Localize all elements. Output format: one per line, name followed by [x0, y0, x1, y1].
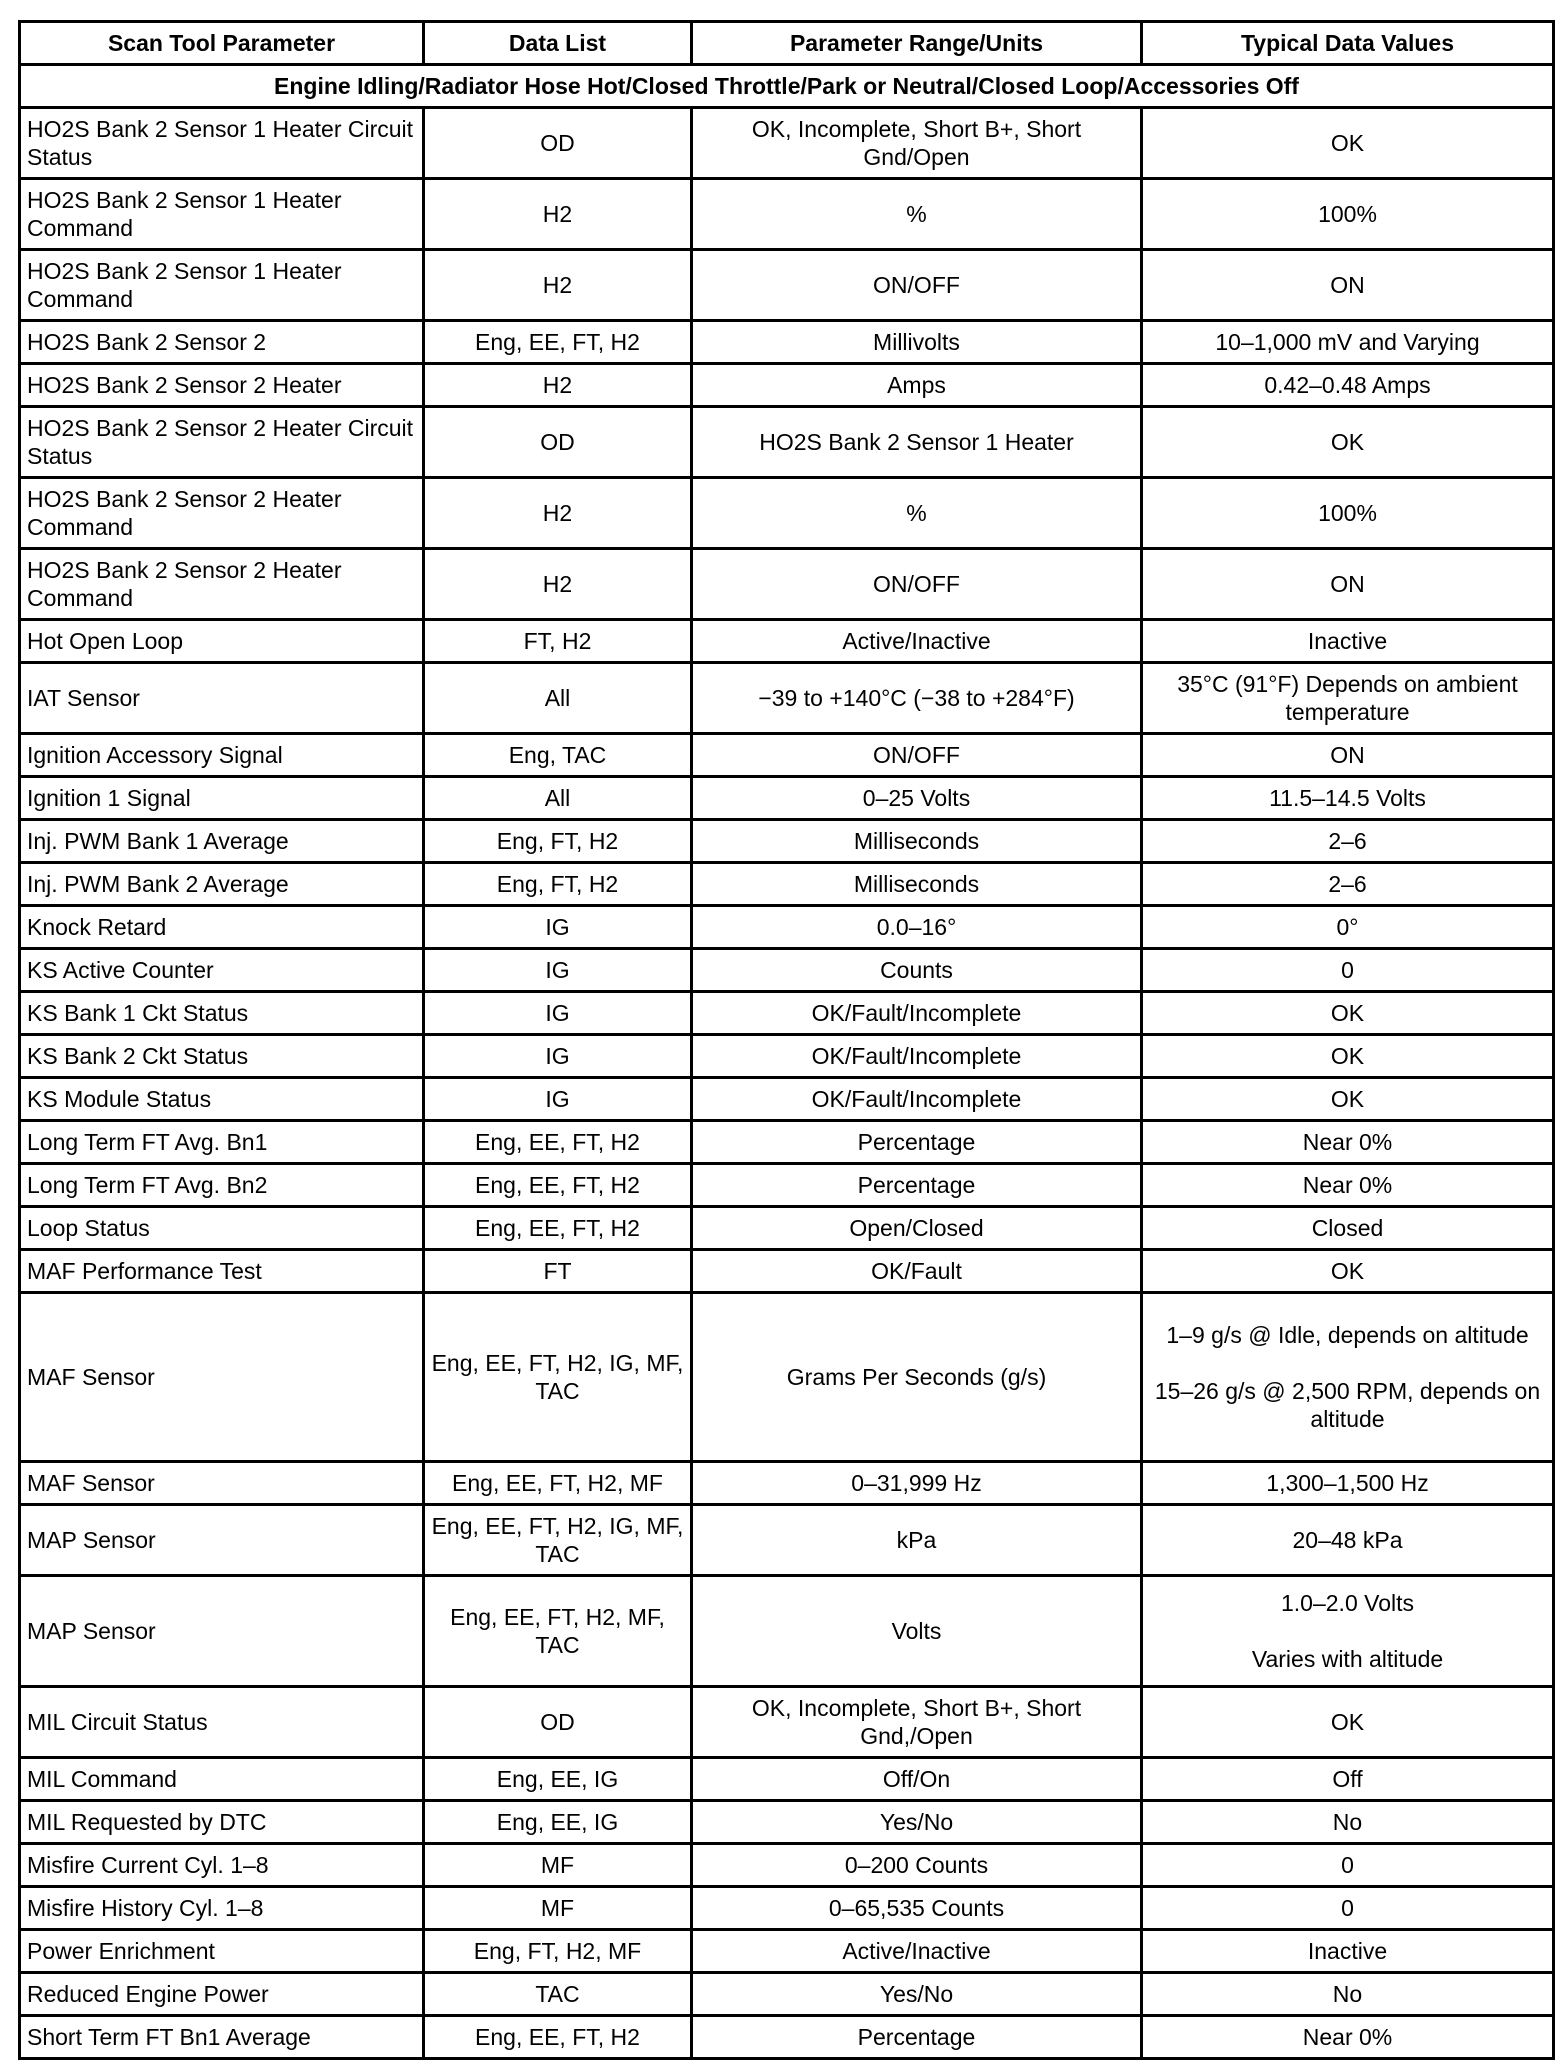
cell-parameter-range: Milliseconds	[692, 863, 1142, 906]
cell-parameter: Loop Status	[20, 1207, 424, 1250]
cell-data-list: Eng, EE, FT, H2	[424, 1207, 692, 1250]
table-row	[20, 549, 1554, 620]
cell-parameter: HO2S Bank 2 Sensor 2 Heater Circuit Status	[20, 407, 424, 478]
cell-typical-value: Near 0%	[1142, 2016, 1554, 2059]
cell-parameter: MAP Sensor	[20, 1576, 424, 1687]
cell-parameter: Inj. PWM Bank 1 Average	[20, 820, 424, 863]
scan-tool-data-table	[18, 20, 1555, 2060]
table-row	[20, 777, 1554, 820]
cell-parameter-range: Active/Inactive	[692, 620, 1142, 663]
cell-parameter: MAF Performance Test	[20, 1250, 424, 1293]
cell-typical-value: 1,300–1,500 Hz	[1142, 1462, 1554, 1505]
cell-parameter: KS Active Counter	[20, 949, 424, 992]
cell-parameter: KS Bank 2 Ckt Status	[20, 1035, 424, 1078]
header-typical-data-values: Typical Data Values	[1142, 22, 1554, 65]
cell-parameter: HO2S Bank 2 Sensor 2	[20, 321, 424, 364]
cell-data-list: FT	[424, 1250, 692, 1293]
cell-parameter-range: 0–65,535 Counts	[692, 1887, 1142, 1930]
cell-data-list: Eng, EE, FT, H2, IG, MF, TAC	[424, 1505, 692, 1576]
cell-data-list: OD	[424, 407, 692, 478]
cell-data-list: MF	[424, 1844, 692, 1887]
cell-data-list: Eng, TAC	[424, 734, 692, 777]
table-row	[20, 478, 1554, 549]
cell-data-list: All	[424, 663, 692, 734]
cell-typical-value: ON	[1142, 549, 1554, 620]
table-row	[20, 321, 1554, 364]
cell-parameter-range: OK/Fault/Incomplete	[692, 1035, 1142, 1078]
cell-parameter-range: 0–31,999 Hz	[692, 1462, 1142, 1505]
cell-typical-value: ON	[1142, 734, 1554, 777]
cell-typical-value: 11.5–14.5 Volts	[1142, 777, 1554, 820]
table-row	[20, 364, 1554, 407]
cell-typical-value: 0.42–0.48 Amps	[1142, 364, 1554, 407]
cell-data-list: OD	[424, 1687, 692, 1758]
table-row	[20, 179, 1554, 250]
cell-parameter: Inj. PWM Bank 2 Average	[20, 863, 424, 906]
cell-typical-value: 35°C (91°F) Depends on ambient temperature	[1142, 663, 1554, 734]
cell-parameter-range: Volts	[692, 1576, 1142, 1687]
header-row	[20, 22, 1554, 65]
cell-parameter: MIL Requested by DTC	[20, 1801, 424, 1844]
table-row	[20, 1078, 1554, 1121]
cell-parameter-range: OK/Fault/Incomplete	[692, 1078, 1142, 1121]
cell-typical-value: Inactive	[1142, 620, 1554, 663]
cell-typical-value: 0°	[1142, 906, 1554, 949]
cell-typical-value: OK	[1142, 1035, 1554, 1078]
cell-typical-value: OK	[1142, 1078, 1554, 1121]
cell-parameter: Long Term FT Avg. Bn1	[20, 1121, 424, 1164]
table-row	[20, 108, 1554, 179]
cell-parameter: HO2S Bank 2 Sensor 2 Heater Command	[20, 549, 424, 620]
table-row	[20, 820, 1554, 863]
cell-parameter-range: 0–200 Counts	[692, 1844, 1142, 1887]
cell-typical-value: Inactive	[1142, 1930, 1554, 1973]
cell-typical-value: 100%	[1142, 179, 1554, 250]
cell-data-list: OD	[424, 108, 692, 179]
cell-typical-value: 1.0–2.0 Volts Varies with altitude	[1142, 1576, 1554, 1687]
cell-typical-value: 1–9 g/s @ Idle, depends on altitude 15–26 g/s @ 2,500 RPM, depends on altitude	[1142, 1293, 1554, 1462]
cell-typical-value: Near 0%	[1142, 1164, 1554, 1207]
cell-data-list: H2	[424, 179, 692, 250]
cell-data-list: IG	[424, 906, 692, 949]
table-row	[20, 620, 1554, 663]
cell-parameter-range: Percentage	[692, 1164, 1142, 1207]
cell-parameter-range: Percentage	[692, 2016, 1142, 2059]
cell-parameter-range: Percentage	[692, 1121, 1142, 1164]
table-row	[20, 1250, 1554, 1293]
cell-parameter-range: Grams Per Seconds (g/s)	[692, 1293, 1142, 1462]
cell-data-list: All	[424, 777, 692, 820]
cell-parameter-range: OK, Incomplete, Short B+, Short Gnd,/Open	[692, 1687, 1142, 1758]
cell-parameter-range: Milliseconds	[692, 820, 1142, 863]
cell-parameter: Ignition Accessory Signal	[20, 734, 424, 777]
cell-parameter: KS Bank 1 Ckt Status	[20, 992, 424, 1035]
cell-typical-value: OK	[1142, 108, 1554, 179]
cell-parameter-range: ON/OFF	[692, 549, 1142, 620]
table-row	[20, 1687, 1554, 1758]
cell-parameter: Long Term FT Avg. Bn2	[20, 1164, 424, 1207]
cell-parameter-range: Off/On	[692, 1758, 1142, 1801]
cell-parameter: IAT Sensor	[20, 663, 424, 734]
cell-typical-value: No	[1142, 1973, 1554, 2016]
cell-parameter: MIL Circuit Status	[20, 1687, 424, 1758]
cell-typical-value: 10–1,000 mV and Varying	[1142, 321, 1554, 364]
cell-data-list: Eng, EE, FT, H2	[424, 321, 692, 364]
table-body	[20, 65, 1554, 2059]
cell-parameter: HO2S Bank 2 Sensor 1 Heater Command	[20, 179, 424, 250]
cell-parameter: MAP Sensor	[20, 1505, 424, 1576]
cell-parameter: KS Module Status	[20, 1078, 424, 1121]
cell-data-list: Eng, EE, FT, H2	[424, 2016, 692, 2059]
cell-data-list: H2	[424, 478, 692, 549]
cell-parameter-range: Active/Inactive	[692, 1930, 1142, 1973]
cell-typical-value: No	[1142, 1801, 1554, 1844]
cell-data-list: FT, H2	[424, 620, 692, 663]
cell-parameter-range: Counts	[692, 949, 1142, 992]
cell-parameter-range: OK, Incomplete, Short B+, Short Gnd/Open	[692, 108, 1142, 179]
cell-parameter: HO2S Bank 2 Sensor 2 Heater Command	[20, 478, 424, 549]
cell-parameter-range: OK/Fault/Incomplete	[692, 992, 1142, 1035]
cell-parameter: Reduced Engine Power	[20, 1973, 424, 2016]
cell-data-list: Eng, EE, IG	[424, 1801, 692, 1844]
cell-parameter: MIL Command	[20, 1758, 424, 1801]
cell-typical-value: 100%	[1142, 478, 1554, 549]
table-row	[20, 1973, 1554, 2016]
cell-data-list: Eng, EE, FT, H2, IG, MF, TAC	[424, 1293, 692, 1462]
cell-parameter-range: 0.0–16°	[692, 906, 1142, 949]
cell-data-list: IG	[424, 1035, 692, 1078]
cell-data-list: TAC	[424, 1973, 692, 2016]
cell-parameter: HO2S Bank 2 Sensor 2 Heater	[20, 364, 424, 407]
cell-data-list: Eng, FT, H2, MF	[424, 1930, 692, 1973]
table-row	[20, 1844, 1554, 1887]
cell-typical-value: 2–6	[1142, 863, 1554, 906]
header-scan-tool-parameter: Scan Tool Parameter	[20, 22, 424, 65]
cell-parameter-range: ON/OFF	[692, 250, 1142, 321]
cell-typical-value: ON	[1142, 250, 1554, 321]
cell-typical-value: OK	[1142, 407, 1554, 478]
cell-typical-value: OK	[1142, 1687, 1554, 1758]
cell-parameter-range: Open/Closed	[692, 1207, 1142, 1250]
table-row	[20, 250, 1554, 321]
cell-parameter: HO2S Bank 2 Sensor 1 Heater Circuit Status	[20, 108, 424, 179]
cell-parameter-range: kPa	[692, 1505, 1142, 1576]
cell-typical-value: 0	[1142, 1887, 1554, 1930]
cell-parameter: MAF Sensor	[20, 1293, 424, 1462]
cell-typical-value: OK	[1142, 992, 1554, 1035]
cell-parameter: Misfire History Cyl. 1–8	[20, 1887, 424, 1930]
table-row	[20, 1801, 1554, 1844]
cell-parameter: Ignition 1 Signal	[20, 777, 424, 820]
cell-data-list: Eng, EE, FT, H2, MF	[424, 1462, 692, 1505]
operating-condition: Engine Idling/Radiator Hose Hot/Closed Throttle/Park or Neutral/Closed Loop/Accessories Off	[20, 65, 1554, 108]
cell-parameter-range: HO2S Bank 2 Sensor 1 Heater	[692, 407, 1142, 478]
cell-data-list: IG	[424, 949, 692, 992]
cell-parameter-range: 0–25 Volts	[692, 777, 1142, 820]
cell-data-list: H2	[424, 549, 692, 620]
table-row	[20, 2016, 1554, 2059]
table-row	[20, 1164, 1554, 1207]
cell-parameter-range: %	[692, 179, 1142, 250]
table-row	[20, 992, 1554, 1035]
cell-parameter-range: Yes/No	[692, 1973, 1142, 2016]
condition-row	[20, 65, 1554, 108]
cell-data-list: Eng, EE, FT, H2	[424, 1164, 692, 1207]
cell-data-list: Eng, EE, FT, H2	[424, 1121, 692, 1164]
cell-parameter-range: %	[692, 478, 1142, 549]
cell-data-list: Eng, FT, H2	[424, 863, 692, 906]
cell-typical-value: Off	[1142, 1758, 1554, 1801]
cell-typical-value: 2–6	[1142, 820, 1554, 863]
table-row	[20, 1035, 1554, 1078]
cell-typical-value: OK	[1142, 1250, 1554, 1293]
cell-typical-value: Near 0%	[1142, 1121, 1554, 1164]
cell-typical-value: Closed	[1142, 1207, 1554, 1250]
table-row	[20, 1758, 1554, 1801]
table-row	[20, 1293, 1554, 1462]
cell-parameter-range: Amps	[692, 364, 1142, 407]
table-row	[20, 1462, 1554, 1505]
cell-parameter: Knock Retard	[20, 906, 424, 949]
cell-parameter-range: OK/Fault	[692, 1250, 1142, 1293]
cell-parameter: Short Term FT Bn1 Average	[20, 2016, 424, 2059]
cell-parameter: Hot Open Loop	[20, 620, 424, 663]
cell-data-list: Eng, EE, IG	[424, 1758, 692, 1801]
table-row	[20, 1887, 1554, 1930]
cell-data-list: H2	[424, 250, 692, 321]
table-row	[20, 1576, 1554, 1687]
table-row	[20, 1505, 1554, 1576]
cell-parameter-range: Millivolts	[692, 321, 1142, 364]
table-row	[20, 1930, 1554, 1973]
cell-data-list: Eng, FT, H2	[424, 820, 692, 863]
cell-parameter: HO2S Bank 2 Sensor 1 Heater Command	[20, 250, 424, 321]
cell-parameter-range: −39 to +140°C (−38 to +284°F)	[692, 663, 1142, 734]
table-row	[20, 1121, 1554, 1164]
table-row	[20, 734, 1554, 777]
cell-data-list: IG	[424, 992, 692, 1035]
cell-data-list: Eng, EE, FT, H2, MF, TAC	[424, 1576, 692, 1687]
cell-typical-value: 0	[1142, 949, 1554, 992]
cell-data-list: IG	[424, 1078, 692, 1121]
table-row	[20, 949, 1554, 992]
table-row	[20, 1207, 1554, 1250]
cell-parameter-range: ON/OFF	[692, 734, 1142, 777]
cell-typical-value: 0	[1142, 1844, 1554, 1887]
header-parameter-range-units: Parameter Range/Units	[692, 22, 1142, 65]
cell-parameter: Power Enrichment	[20, 1930, 424, 1973]
table-row	[20, 863, 1554, 906]
cell-data-list: MF	[424, 1887, 692, 1930]
cell-typical-value: 20–48 kPa	[1142, 1505, 1554, 1576]
header-data-list: Data List	[424, 22, 692, 65]
cell-parameter-range: Yes/No	[692, 1801, 1142, 1844]
table-row	[20, 663, 1554, 734]
cell-data-list: H2	[424, 364, 692, 407]
cell-parameter: Misfire Current Cyl. 1–8	[20, 1844, 424, 1887]
cell-parameter: MAF Sensor	[20, 1462, 424, 1505]
table-row	[20, 906, 1554, 949]
table-row	[20, 407, 1554, 478]
